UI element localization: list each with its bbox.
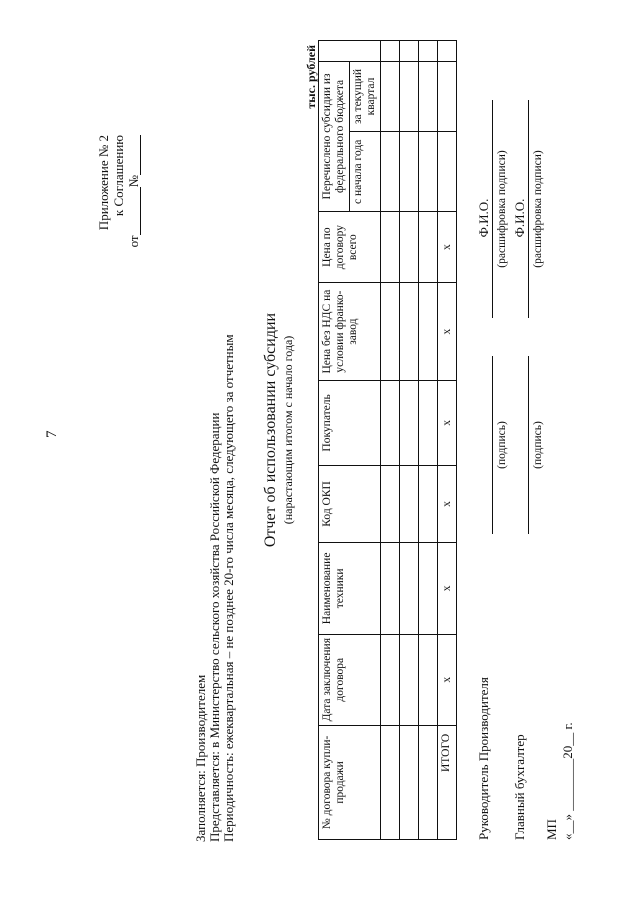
accountant-signature-line (528, 356, 529, 534)
report-title: Отчет об использовании субсидии (262, 312, 279, 548)
date-blank (140, 187, 141, 235)
report-meta (194, 334, 236, 842)
date-line: «__» ________20__ г. (560, 722, 575, 840)
stamp-label: МП (544, 819, 559, 840)
header-transferred: Перечислено субсидии из федерального бюджета (319, 61, 350, 212)
filled-by: Заполняется: Производителем (193, 674, 208, 842)
header-since-year-start: с начала года (350, 132, 381, 212)
header-contract-date: Дата заключения договора (319, 634, 381, 725)
total-since-year (438, 132, 457, 212)
header-price-no-vat: Цена без НДС на условии франко-завод (319, 283, 381, 381)
accountant-signature-caption: (подпись) (532, 421, 544, 469)
header-okp-code: Код ОКП (319, 465, 381, 543)
header-equipment-name: Наименование техники (319, 543, 381, 634)
accountant-label: Главный бухгалтер (512, 734, 527, 840)
head-name-line (492, 100, 493, 318)
cross-mark: x (438, 381, 457, 465)
from-label: от (126, 235, 141, 248)
accountant-name-caption: (расшифровка подписи) (532, 150, 544, 268)
page-number: 7 (44, 430, 60, 438)
total-quarter (438, 61, 457, 132)
subsidy-table (318, 40, 457, 840)
accountant-name: Ф.И.О. (512, 198, 527, 238)
head-signature-line (492, 356, 493, 534)
header-empty (319, 41, 381, 62)
number-label: № (126, 175, 141, 188)
appendix-agreement: к Соглашению (111, 135, 126, 217)
header-contract-price: Цена по договору всего (319, 212, 381, 283)
cross-mark: x (438, 212, 457, 283)
periodicity: Периодичность: ежеквартальная – не позднее 20-го числа месяца, следующего за отчетным (221, 334, 236, 842)
accountant-name-line (528, 100, 529, 318)
number-blank (140, 135, 141, 175)
table-row (419, 41, 438, 840)
head-label: Руководитель Производителя (476, 677, 491, 840)
header-buyer: Покупатель (319, 381, 381, 465)
cross-mark: x (438, 465, 457, 543)
header-contract-no: № договора купли-продажи (319, 725, 381, 839)
appendix-title: Приложение № 2 (96, 135, 111, 231)
total-label: ИТОГО (438, 725, 457, 839)
appendix-block (96, 135, 141, 255)
table-row (381, 41, 400, 840)
cross-mark: x (438, 283, 457, 381)
head-name: Ф.И.О. (476, 198, 491, 238)
header-current-quarter: за текущий квартал (350, 61, 381, 132)
table-row (400, 41, 419, 840)
report-subtitle: (нарастающим итогом с начало года) (281, 335, 295, 525)
units-label: тыс. рублей (304, 45, 318, 109)
head-name-caption: (расшифровка подписи) (496, 150, 508, 268)
cross-mark: x (438, 634, 457, 725)
cross-mark: x (438, 543, 457, 634)
total-row (438, 41, 457, 840)
appendix-date-number (126, 135, 141, 255)
head-signature-caption: (подпись) (496, 421, 508, 469)
submitted-to: Представляется: в Министерство сельского хозяйства Российской Федерации (207, 412, 222, 842)
